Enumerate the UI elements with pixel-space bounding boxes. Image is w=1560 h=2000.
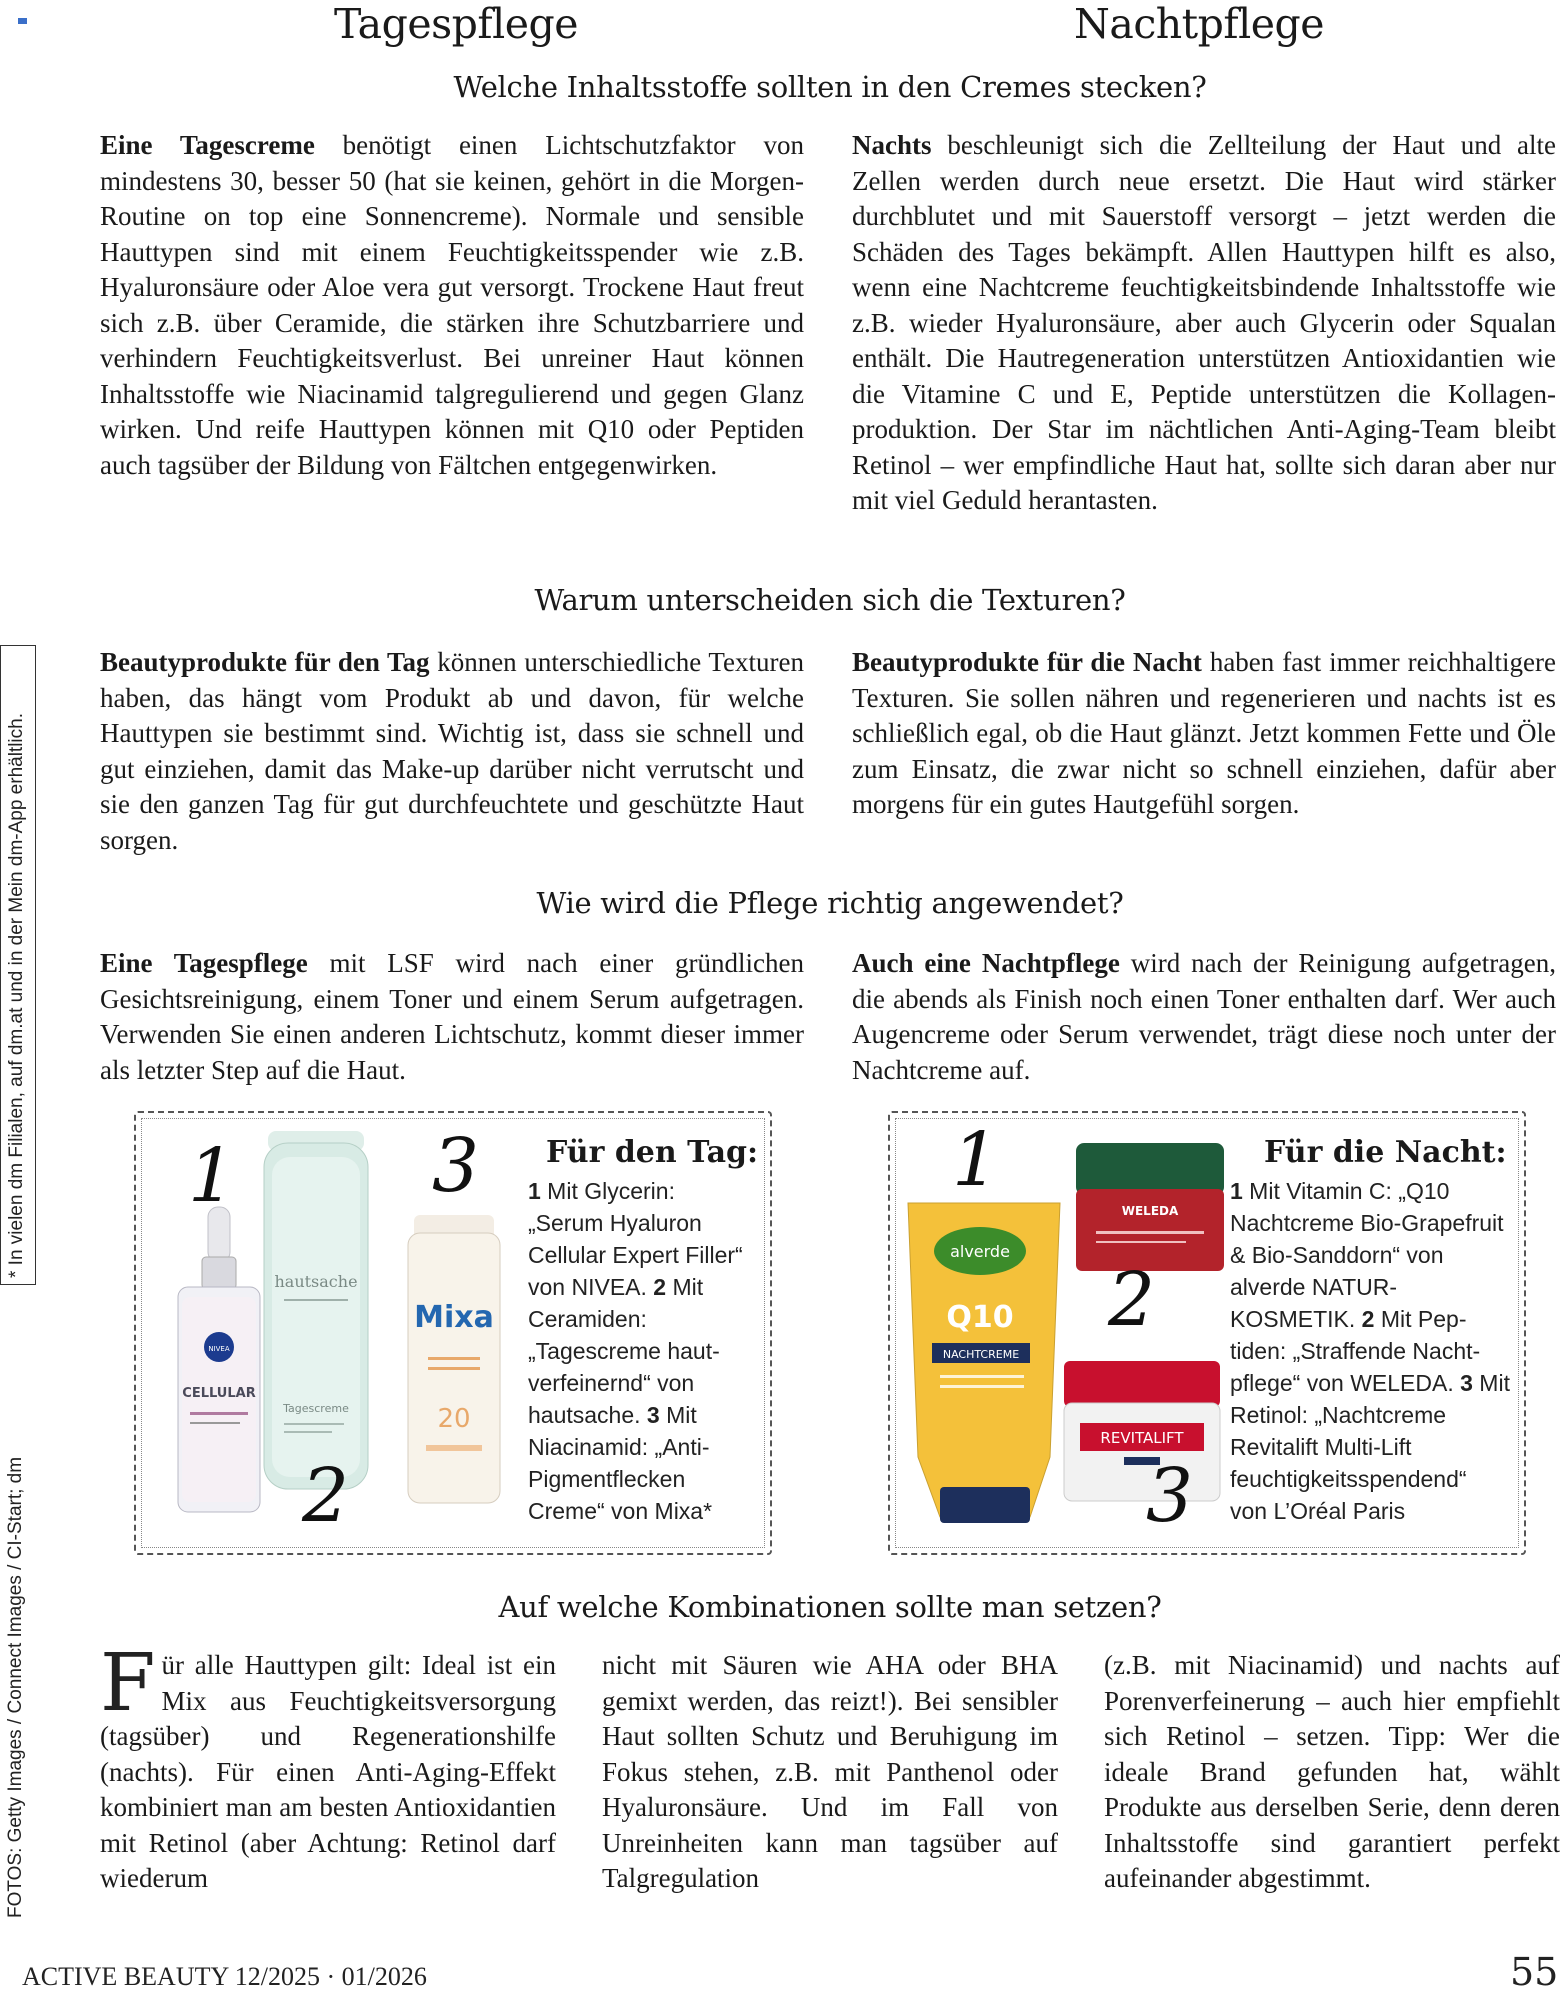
- alverde-q10-label: Q10: [946, 1300, 1014, 1335]
- section2-title: Warum unterscheiden sich die Texturen?: [534, 583, 1126, 617]
- availability-note: * In vielen dm Filialen, auf dm.at und in der Mein dm-App erhältlich.: [6, 713, 27, 1278]
- day-box-description: [528, 1175, 752, 1527]
- section1-left-text: [100, 128, 804, 483]
- hautsache-bottle: [264, 1131, 368, 1489]
- revitalift-jar: [1064, 1361, 1220, 1501]
- revitalift-brand-label: REVITALIFT: [1100, 1429, 1184, 1447]
- section3-left-text: [100, 946, 804, 1088]
- heading-night: Nachtpflege: [1074, 0, 1324, 48]
- section2-right-text: [852, 645, 1556, 823]
- section3-title: Wie wird die Pflege richtig angewendet?: [536, 886, 1124, 920]
- section1-right-body: beschleunigt sich die Zellteilung der Haut und alte Zellen werden durch neue ersetzt. Die Haut wird stärker durchblutet und mit Sauerstoff versorgt – jetzt werden die Schäden des Tages bekämpft. Allen Hauttypen hilft es also, wenn eine Nachtcreme feuchtigkeitsbindende Inhaltsstoffe wie z.B. wieder Hyaluronsäure, aber auch Glycerin oder Squalan enthält. Die Hautregeneration unterstützen Antioxidantien wie die Vitamine C und E, Peptide unterstützen die Kollagenproduktion. Der Star im nächtlichen Anti-Aging-Team bleibt Retinol – wer empfindliche Haut hat, sollte sich daran aber nur mit viel Geduld herantasten.: [852, 130, 1556, 515]
- night-item-2-text: Mit Peptiden: „Straffende Nachtpflege“ von WELEDA.: [1230, 1306, 1481, 1396]
- hautsache-product-label: Tagescreme: [283, 1402, 349, 1415]
- section3-right-text: [852, 946, 1556, 1088]
- section1-title: Welche Inhaltsstoffe sollten in den Cremes stecken?: [453, 70, 1207, 104]
- day-item-1-text: Mit Glycerin: „Serum Hyaluron Cellular Expert Filler“ von NIVEA.: [528, 1178, 743, 1300]
- section4-col1-text: ür alle Hauttypen gilt: Ideal ist ein Mix aus Feuchtigkeitsversorgung (tagsüber) und Regenerationshilfe (nachts). Für einen Anti-Aging-Effekt kombiniert man am besten Antioxidantien mit Retinol (aber Achtung: Retinol darf wiederum: [100, 1650, 556, 1893]
- section1-right-bold: Nachts: [852, 130, 932, 160]
- nivea-brand-label: NIVEA: [208, 1345, 230, 1353]
- hautsache-brand-label: hautsache: [274, 1272, 358, 1291]
- section1-right-text: [852, 128, 1556, 519]
- day-item-3-number: 3: [646, 1402, 660, 1428]
- night-box-title: Für die Nacht:: [1264, 1135, 1507, 1170]
- night-number-2: 2: [1108, 1257, 1156, 1343]
- heading-day: Tagespflege: [334, 0, 578, 48]
- section1-left-bold: Eine Tagescreme: [100, 130, 315, 160]
- night-item-3-number: 3: [1460, 1370, 1473, 1396]
- alverde-product-label: NACHTCREME: [942, 1348, 1020, 1361]
- section2-left-body: können unterschiedliche Texturen haben, das hängt vom Produkt ab und davon, für welche Hauttypen sie bestimmt sind. Wichtig ist, dass sie schnell und gut einziehen, damit das Make-up darüber nicht verrutscht und sie den ganzen Tag für gut durchfeuchtete und geschützte Haut sorgen.: [100, 647, 804, 855]
- night-number-3: 3: [1146, 1453, 1194, 1539]
- day-item-3-text: Mit Niacinamid: „Anti-Pigmentflecken Creme“ von Mixa*: [528, 1402, 713, 1524]
- night-item-1-number: 1: [1230, 1178, 1243, 1204]
- alverde-tube: [908, 1203, 1060, 1523]
- section4-dropcap: F: [100, 1636, 156, 1729]
- section4-title: Auf welche Kombinationen sollte man setzen?: [498, 1590, 1162, 1624]
- availability-note-box: [0, 645, 36, 1285]
- section3-right-body: wird nach der Reinigung aufgetragen, die abends als Finish noch einen Toner enthalten darf. Wer auch Augencreme oder Serum verwendet, trägt diese noch unter der Nachtcreme auf.: [852, 948, 1556, 1085]
- day-number-2: 2: [302, 1453, 350, 1539]
- section2-left-bold: Beautyprodukte für den Tag: [100, 647, 430, 677]
- section2-left-text: [100, 645, 804, 858]
- night-item-1-text: Mit Vitamin C: „Q10 Nachtcreme Bio-Grapefruit & Bio-Sanddorn“ von alverde NATURKOSMETIK.: [1230, 1178, 1504, 1332]
- mixa-brand-label: Mixa: [414, 1300, 494, 1335]
- day-item-2-number: 2: [653, 1274, 667, 1300]
- night-item-2-number: 2: [1361, 1306, 1375, 1332]
- section1-left-body: benötigt einen Lichtschutzfaktor von mindestens 30, besser 50 (hat sie keinen, gehört in die Morgen-Routine on top eine Sonnencreme). Normale und sensible Hauttypen sind mit einem Feuchtigkeitsspender wie z.B. Hyaluronsäure oder Aloe vera gut versorgt. Trockene Haut freut sich z.B. über Ceramide, die stärken ihre Schutzbarriere und verhindern Feuchtigkeitsverlust. Bei unreiner Haut können Inhaltsstoffe wie Niacinamid talgregulierend und gegen Glanz wirken. Und reife Hauttypen können mit Q10 oder Peptiden auch tagsüber der Bildung von Fältchen entgegenwirken.: [100, 130, 804, 480]
- night-products-box: [888, 1111, 1526, 1555]
- nivea-serum-bottle: [178, 1207, 260, 1512]
- small-mark-icon: [18, 18, 27, 24]
- section3-right-bold: Auch eine Nachtpflege: [852, 948, 1120, 978]
- mixa-bottle: [408, 1215, 500, 1503]
- section2-right-bold: Beautyprodukte für die Nacht: [852, 647, 1202, 677]
- day-item-1-number: 1: [528, 1178, 541, 1204]
- footer-page-number: 55: [1510, 1950, 1559, 1994]
- night-box-description: [1230, 1175, 1510, 1527]
- section4-col2: nicht mit Säuren wie AHA oder BHA gemixt werden, das reizt!). Bei sensibler Haut sollten Schutz und Beruhigung im Fokus stehen, z.B. mit Panthenol oder Hyaluronsäure. Und im Fall von Unreinheiten kann man tagsüber auf Talgregulation: [602, 1650, 1058, 1893]
- night-item-3-text: Mit Retinol: „Nachtcreme Revitalift Multi-Lift feuchtigkeitsspendend“ von L’Oréal Paris: [1230, 1370, 1510, 1524]
- footer-magazine: ACTIVE BEAUTY 12/2025 · 01/2026: [22, 1962, 427, 1991]
- section2-right-body: haben fast immer reichhaltigere Texturen. Sie sollen nähren und regenerieren und nachts ist es schließlich egal, ob die Haut glänzt. Jetzt kommen Fette und Öle zum Einsatz, die zwar nicht so schnell einziehen, dafür aber morgens für ein gutes Hautgefühl sorgen.: [852, 647, 1556, 819]
- day-products-box: [134, 1111, 772, 1555]
- section3-left-bold: Eine Tagespflege: [100, 948, 308, 978]
- night-number-1: 1: [952, 1117, 1000, 1203]
- section3-left-body: mit LSF wird nach einer gründlichen Gesichtsreinigung, einem Toner und einem Serum aufgetragen. Verwenden Sie einen anderen Lichtschutz, kommt dieser immer als letzter Step auf die Haut.: [100, 948, 804, 1085]
- day-number-3: 3: [432, 1123, 480, 1209]
- weleda-brand-label: WELEDA: [1121, 1204, 1179, 1218]
- day-number-1: 1: [188, 1133, 236, 1219]
- mixa-spf-label: 20: [437, 1404, 471, 1434]
- section4-col3: (z.B. mit Niacinamid) und nachts auf Porenverfeinerung – auch hier empfiehlt sich Retinol – setzen. Tipp: Wer die ideale Brand gefunden hat, wählt Produkte aus derselben Serie, denn deren Inhaltsstoffe sind garantiert perfekt aufeinander abgestimmt.: [1104, 1650, 1560, 1893]
- section4-col1: [100, 1636, 556, 1897]
- day-item-2-text: Mit Ceramiden: „Tagescreme hautverfeinernd“ von hautsache.: [528, 1274, 720, 1428]
- photo-credits: FOTOS: Getty Images / Connect Images / CI-Start; dm: [5, 1456, 26, 1918]
- day-box-title: Für den Tag:: [546, 1135, 759, 1170]
- weleda-jar: [1076, 1143, 1224, 1271]
- nivea-product-label: CELLULAR: [182, 1386, 256, 1401]
- alverde-brand-label: alverde: [950, 1242, 1010, 1261]
